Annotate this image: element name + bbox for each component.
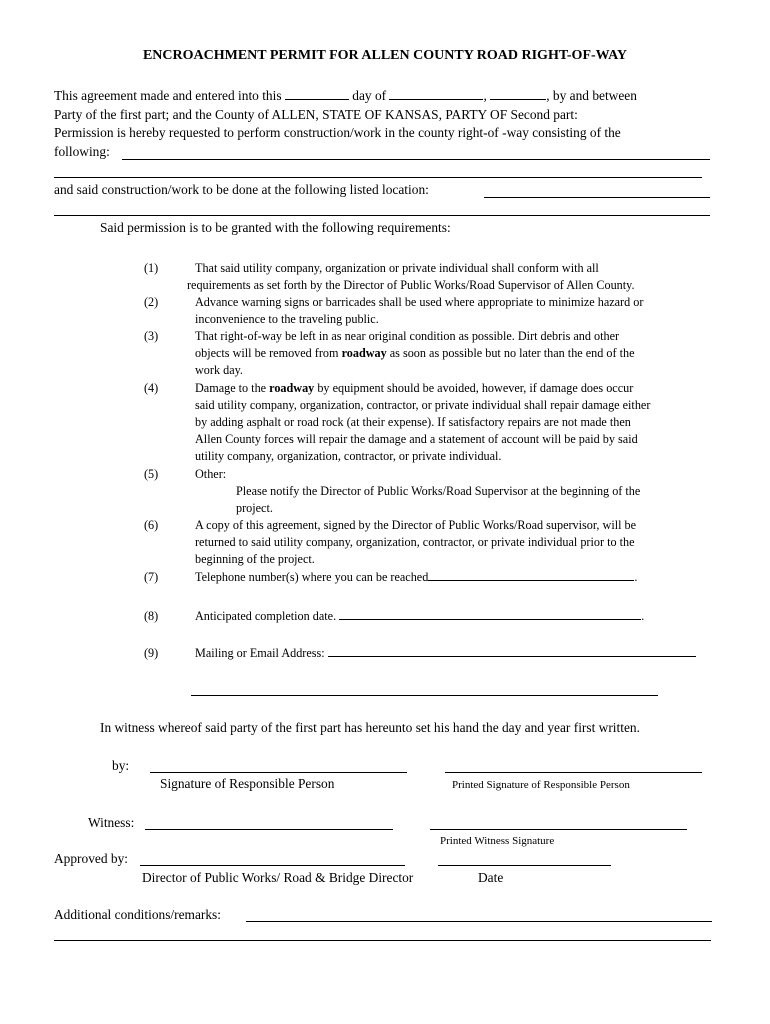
- agreement-month-field[interactable]: [389, 98, 483, 100]
- director-signature-field[interactable]: [140, 865, 405, 866]
- item-5-text: Please notify the Director of Public Works/Road Supervisor at the beginning of the: [236, 484, 641, 498]
- item-4-text: Allen County forces will repair the damage and a statement of account will be paid by said: [195, 432, 638, 446]
- item-4-text: Damage to the roadway by equipment should be avoided, however, if damage does occur: [195, 381, 634, 395]
- page-title: ENCROACHMENT PERMIT FOR ALLEN COUNTY ROAD RIGHT-OF-WAY: [142, 48, 628, 63]
- item-3-text: objects will be removed from roadway as soon as possible but no later than the end of the: [195, 346, 635, 360]
- item-6-text: returned to said utility company, organization, contractor, or private individual prior to the: [195, 535, 635, 549]
- by-label: by:: [112, 758, 130, 773]
- item-1-text: requirements as set forth by the Director of Public Works/Road Supervisor of Allen County.: [187, 278, 635, 292]
- following-label: following:: [54, 144, 110, 159]
- intro-text: , by and between: [546, 88, 637, 103]
- responsible-signature-label: Signature of Responsible Person: [160, 776, 335, 791]
- date-label: Date: [478, 870, 504, 885]
- item-4-text: by adding asphalt or road rock (at their expense). If satisfactory repairs are not made then: [195, 415, 631, 429]
- item-number: (5): [144, 467, 159, 481]
- item-number: (7): [144, 570, 159, 584]
- item-3-text: That right-of-way be left in as near original condition as possible. Dirt debris and other: [195, 329, 620, 343]
- construction-description-field-2[interactable]: [54, 177, 702, 178]
- agreement-year-field[interactable]: [490, 98, 546, 100]
- item-number: (9): [144, 646, 159, 660]
- location-field-2[interactable]: [54, 215, 710, 216]
- address-field-2[interactable]: [191, 695, 658, 696]
- approved-label: Approved by:: [54, 851, 129, 866]
- completion-date-field[interactable]: [339, 618, 641, 620]
- item-6-text: beginning of the project.: [195, 552, 315, 566]
- item-4-text: said utility company, organization, contractor, or private individual shall repair damage either: [195, 398, 651, 412]
- item-number: (8): [144, 609, 159, 623]
- intro-text: This agreement made and entered into this: [54, 88, 282, 103]
- item-2-text: inconvenience to the traveling public.: [195, 312, 379, 326]
- approval-date-field[interactable]: [438, 865, 611, 866]
- item-number: (3): [144, 329, 159, 343]
- telephone-field[interactable]: [428, 579, 634, 581]
- item-9-text: Mailing or Email Address:: [195, 646, 696, 661]
- additional-conditions-field-2[interactable]: [54, 940, 711, 941]
- witness-label: Witness:: [88, 815, 135, 830]
- item-number: (2): [144, 295, 159, 309]
- printed-responsible-label: Printed Signature of Responsible Person: [452, 779, 630, 791]
- intro-line-2: Party of the first part; and the County of ALLEN, STATE OF KANSAS, PARTY OF Second part:: [54, 107, 578, 122]
- item-3-text: work day.: [195, 363, 243, 377]
- address-field[interactable]: [328, 655, 696, 657]
- printed-witness-signature-field[interactable]: [430, 829, 687, 830]
- agreement-day-field[interactable]: [285, 98, 349, 100]
- director-label: Director of Public Works/ Road & Bridge Director: [142, 870, 414, 885]
- item-5-text: project.: [236, 501, 273, 515]
- item-2-text: Advance warning signs or barricades shall be used where appropriate to minimize hazard or: [195, 295, 644, 309]
- intro-line-3: Permission is hereby requested to perform construction/work in the county right-of -way consisting of the: [54, 125, 621, 140]
- comma: ,: [483, 88, 487, 103]
- item-number: (6): [144, 518, 159, 532]
- additional-conditions-field[interactable]: [246, 921, 712, 922]
- witness-signature-field[interactable]: [145, 829, 393, 830]
- location-field[interactable]: [484, 197, 710, 198]
- intro-text: day of: [352, 88, 387, 103]
- requirements-intro: Said permission is to be granted with the following requirements:: [100, 220, 451, 235]
- printed-responsible-signature-field[interactable]: [445, 772, 702, 773]
- item-8-text: Anticipated completion date. .: [195, 609, 645, 623]
- intro-line-1: [54, 88, 637, 104]
- item-6-text: A copy of this agreement, signed by the Director of Public Works/Road supervisor, will be: [195, 518, 637, 532]
- item-5-text: Other:: [195, 467, 227, 481]
- item-number: (1): [144, 261, 159, 275]
- construction-description-field[interactable]: [122, 159, 710, 160]
- location-label: and said construction/work to be done at the following listed location:: [54, 182, 429, 197]
- item-1-text: That said utility company, organization or private individual shall conform with all: [195, 261, 599, 275]
- item-4-text: utility company, organization, contractor, or private individual.: [195, 449, 502, 463]
- witness-statement: In witness whereof said party of the first part has hereunto set his hand the day and year first written.: [100, 720, 640, 735]
- printed-witness-label: Printed Witness Signature: [440, 835, 555, 847]
- item-7-text: Telephone number(s) where you can be reached .: [195, 570, 638, 584]
- responsible-signature-field[interactable]: [150, 772, 407, 773]
- item-number: (4): [144, 381, 159, 395]
- additional-conditions-label: Additional conditions/remarks:: [54, 907, 221, 922]
